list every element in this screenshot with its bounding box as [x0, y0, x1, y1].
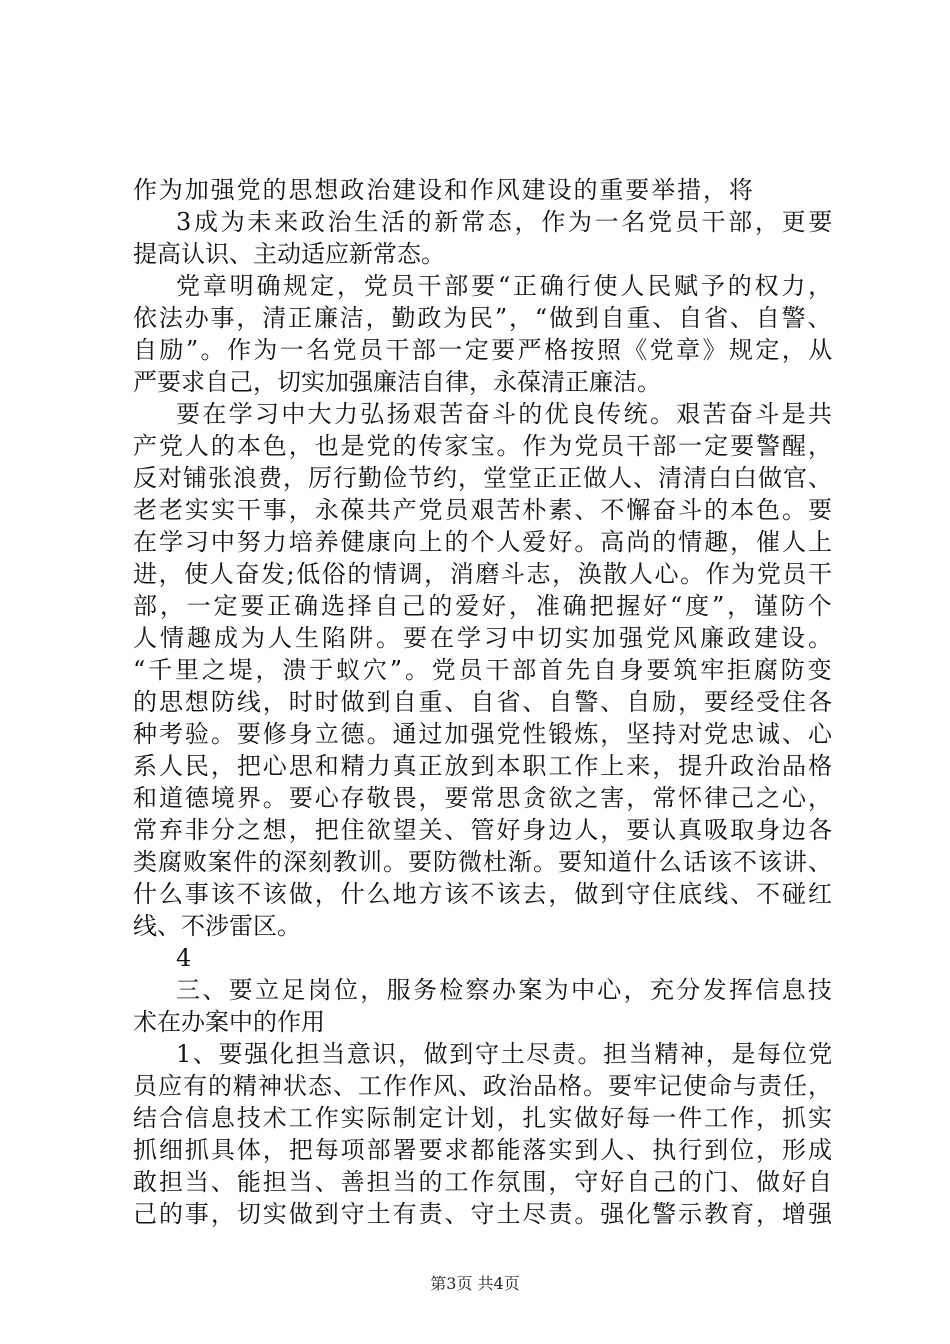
text-line: 产党人的本色，也是党的传家宝。作为党员干部一定要警醒，: [133, 432, 834, 460]
text-line: 线、不涉雷区。: [133, 912, 301, 940]
page-footer: 第3页 共4页: [430, 1274, 520, 1293]
text-line: 反对铺张浪费，厉行勤俭节约，堂堂正正做人、清清白白做官、: [133, 464, 833, 492]
text-line: 在学习中努力培养健康向上的个人爱好。高尚的情趣，催人上: [133, 528, 834, 556]
text-line: 部，一定要正确选择自己的爱好，准确把握好“度”，谨防个: [133, 592, 835, 620]
text-line: 常弃非分之想，把住欲望关、管好身边人，要认真吸取身边各: [133, 816, 834, 844]
text-line: 要在学习中大力弘扬艰苦奋斗的优良传统。艰苦奋斗是共: [176, 400, 835, 428]
text-line: 4: [176, 944, 192, 972]
text-line: 抓细抓具体，把每项部署要求都能落实到人、执行到位，形成: [133, 1136, 834, 1164]
text-line: 作为加强党的思想政治建设和作风建设的重要举措，将: [133, 176, 755, 204]
text-line: 3成为未来政治生活的新常态，作为一名党员干部，更要: [176, 208, 836, 236]
text-line: 的思想防线，时时做到自重、自省、自警、自励，要经受住各: [133, 688, 834, 716]
text-line: 系人民，把心思和精力真正放到本职工作上来，提升政治品格: [133, 752, 834, 780]
text-line: 种考验。要修身立德。通过加强党性锻炼，坚持对党忠诚、心: [133, 720, 834, 748]
text-line: 什么事该不该做，什么地方该不该去，做到守住底线、不碰红: [133, 880, 834, 908]
text-line: 1、要强化担当意识，做到守土尽责。担当精神，是每位党: [176, 1040, 834, 1068]
text-line: 三、要立足岗位，服务检察办案为中心，充分发挥信息技: [176, 976, 835, 1004]
text-line: 和道德境界。要心存敬畏，要常思贪欲之害，常怀律己之心，: [133, 784, 834, 812]
text-line: 结合信息技术工作实际制定计划，扎实做好每一件工作，抓实: [133, 1104, 834, 1132]
text-line: 类腐败案件的深刻教训。要防微杜渐。要知道什么话该不该讲、: [133, 848, 833, 876]
text-line: 提高认识、主动适应新常态。: [133, 240, 445, 268]
text-line: 敢担当、能担当、善担当的工作氛围，守好自己的门、做好自: [133, 1168, 834, 1196]
text-line: 员应有的精神状态、工作作风、政治品格。要牢记使命与责任，: [133, 1072, 833, 1100]
text-line: 进，使人奋发;低俗的情调，消磨斗志，涣散人心。作为党员干: [133, 560, 834, 588]
text-line: 己的事，切实做到守土有责、守土尽责。强化警示教育，增强: [133, 1200, 834, 1228]
text-line: 术在办案中的作用: [133, 1008, 325, 1036]
text-line: 党章明确规定，党员干部要“正确行使人民赋予的权力，: [176, 272, 836, 300]
text-line: “千里之堤，溃于蚁穴”。党员干部首先自身要筑牢拒腐防变: [133, 656, 835, 684]
text-line: 自励”。作为一名党员干部一定要严格按照《党章》规定，从: [133, 336, 835, 364]
text-line: 严要求自己，切实加强廉洁自律，永葆清正廉洁。: [133, 368, 661, 396]
text-line: 人情趣成为人生陷阱。要在学习中切实加强党风廉政建设。: [133, 624, 835, 652]
text-line: 老老实实干事，永葆共产党员艰苦朴素、不懈奋斗的本色。要: [133, 496, 834, 524]
text-line: 依法办事，清正廉洁，勤政为民”，“做到自重、自省、自警、: [133, 304, 834, 332]
